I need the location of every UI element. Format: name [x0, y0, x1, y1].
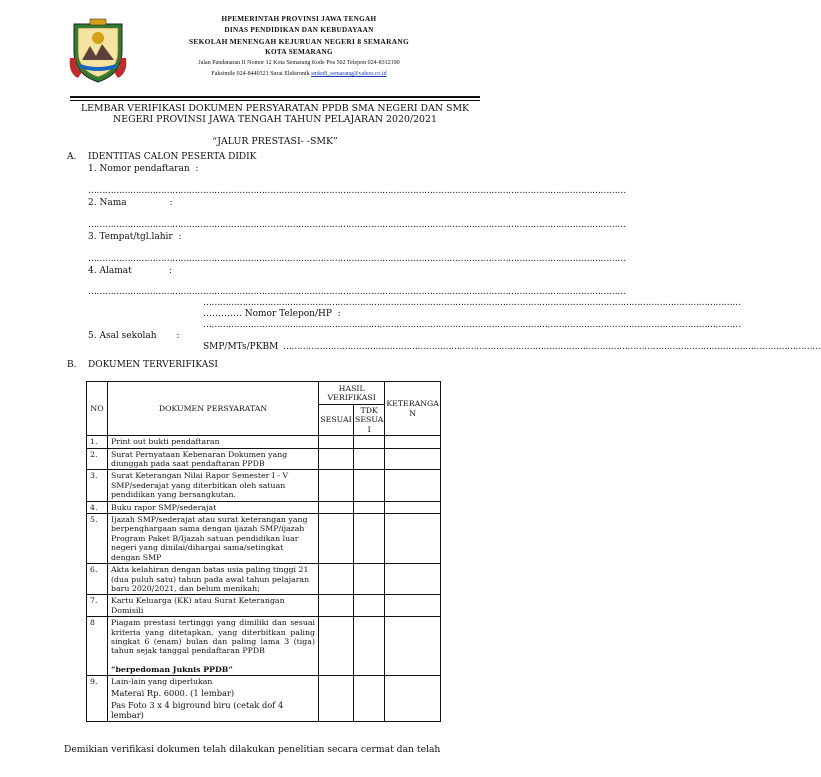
row-number: 8	[87, 617, 108, 676]
row-document: Print out bukti pendaftaran	[108, 436, 319, 448]
sesuai-cell[interactable]	[319, 676, 354, 721]
letterhead-text	[128, 14, 470, 80]
document-checklist-table	[86, 381, 441, 722]
school-address: Jalan Pandanaran II Nomor 12 Kota Semarang Kode Pos 502 Telepon 024-8312190	[198, 60, 400, 66]
school-contact	[128, 69, 470, 80]
table-row	[87, 564, 441, 595]
row-number: 3.	[87, 470, 108, 501]
header-no: NO	[87, 382, 108, 436]
keterangan-cell[interactable]	[385, 617, 441, 676]
keterangan-cell[interactable]	[385, 514, 441, 564]
sesuai-cell[interactable]	[319, 514, 354, 564]
closing-statement: Demikian verifikasi dokumen telah dilakukan penelitian secara cermat dan telah	[64, 744, 441, 755]
row-number: 5.	[87, 514, 108, 564]
tidak-sesuai-cell[interactable]	[354, 470, 385, 501]
tidak-sesuai-cell[interactable]	[354, 617, 385, 676]
row-document: Surat Keterangan Nilai Rapor Semester I - V SMP/sederajat yang diterbitkan oleh satuan pendidikan yang bersangkutan.	[108, 470, 319, 501]
keterangan-cell[interactable]	[385, 470, 441, 501]
table-row	[87, 448, 441, 470]
table-row	[87, 617, 441, 676]
tidak-sesuai-cell[interactable]	[354, 448, 385, 470]
header-sesuai: SESUAI	[319, 405, 354, 436]
field-alamat: 4. Alamat :	[88, 266, 172, 276]
row-document: Ijazah SMP/sederajat atau surat keterangan yang berpenghargaan sama dengan ijazah SMP/ijazah Program Paket B/Ijazah satuan pendidikan luar negeri yang dinilai/dihargai sama/setingkat dengan SMP	[108, 514, 319, 564]
document-title-line2: NEGERI PROVINSI JAWA TENGAH TAHUN PELAJARAN 2020/2021	[113, 114, 437, 125]
jalur-title: “JALUR PRESTASI- -SMK”	[212, 136, 338, 147]
section-b-title: DOKUMEN TERVERIFIKASI	[88, 360, 218, 370]
keterangan-cell[interactable]	[385, 676, 441, 721]
sesuai-cell[interactable]	[319, 436, 354, 448]
row-document-text: Piagam prestasi tertinggi yang dimiliki dan sesuai kriteria yang ditetapkan, yang diterbitkan paling singkat 6 (enam) bulan dan paling lama 3 (tiga) tahun sejak tanggal pendaftaran PPDB	[111, 618, 315, 656]
school-name: SEKOLAH MENENGAH KEJURUAN NEGERI 8 SEMARANG	[188, 37, 410, 46]
tidak-sesuai-cell[interactable]	[354, 676, 385, 721]
row-document: Surat Pernyataan Kebenaran Dokumen yang diunggah pada saat pendaftaran PPDB	[108, 448, 319, 470]
tidak-sesuai-cell[interactable]	[354, 595, 385, 617]
header-hasil-verifikasi: HASIL VERIFIKASI	[319, 382, 385, 405]
row-document-text: Lain-lain yang diperlukan	[111, 677, 213, 687]
header-dokumen: DOKUMEN PERSYARATAN	[108, 382, 319, 436]
letterhead	[70, 14, 480, 94]
table-row	[87, 470, 441, 501]
email-link[interactable]: smkn8_semarang@yahoo.co.id	[311, 71, 387, 77]
field-nomor-telepon: …………. Nomor Telepon/HP :	[203, 309, 341, 319]
dotted-line: …………………………………………………………………………………………………………………………………………………………………………	[88, 186, 626, 196]
keterangan-cell[interactable]	[385, 595, 441, 617]
tidak-sesuai-cell[interactable]	[354, 564, 385, 595]
sesuai-cell[interactable]	[319, 564, 354, 595]
dotted-line: …………………………………………………………………………………………………………………………………………………………………………	[283, 342, 821, 352]
keterangan-cell[interactable]	[385, 436, 441, 448]
government-name: HPEMERINTAH PROVINSI JAWA TENGAH	[221, 15, 377, 23]
table-row	[87, 676, 441, 721]
header-keterangan: KETERANGA N	[385, 382, 441, 436]
table-row	[87, 436, 441, 448]
sesuai-cell[interactable]	[319, 501, 354, 513]
table-row	[87, 595, 441, 617]
row-document: Buku rapor SMP/sederajat	[108, 501, 319, 513]
row-document: Akta kelahiran dengan batas usia paling tinggi 21 (dua puluh satu) tahun pada awal tahun pelajaran baru 2020/2021, dan belum menikah;	[108, 564, 319, 595]
row-number: 4.	[87, 501, 108, 513]
tidak-sesuai-cell[interactable]	[354, 501, 385, 513]
section-b-letter: B.	[67, 360, 77, 370]
field-nomor-pendaftaran: 1. Nomor pendaftaran :	[88, 164, 199, 174]
keterangan-cell[interactable]	[385, 564, 441, 595]
row-document: Kartu Keluarga (KK) atau Surat Keterangan Domisili	[108, 595, 319, 617]
city-name: KOTA SEMARANG	[265, 48, 333, 56]
sesuai-cell[interactable]	[319, 595, 354, 617]
jawa-tengah-emblem-logo	[70, 18, 126, 84]
table-row	[87, 514, 441, 564]
tidak-sesuai-cell[interactable]	[354, 436, 385, 448]
row-document	[108, 676, 319, 721]
document-title-line1: LEMBAR VERIFIKASI DOKUMEN PERSYARATAN PPDB SMA NEGERI DAN SMK	[80, 103, 470, 114]
field-tempat-tgl-lahir: 3. Tempat/tgl.lahir :	[88, 232, 182, 242]
agency-name: DINAS PENDIDIKAN DAN KEBUDAYAAN	[224, 26, 374, 34]
keterangan-cell[interactable]	[385, 448, 441, 470]
fax-label: Faksimile 024-8440321 Surat Elektronik	[211, 71, 312, 77]
row-number: 6.	[87, 564, 108, 595]
row-number: 2.	[87, 448, 108, 470]
dotted-line: …………………………………………………………………………………………………………………………………………………………………………	[203, 320, 741, 330]
row-document-sub1: Materai Rp. 6000. (1 lembar)	[111, 687, 235, 698]
dotted-line: …………………………………………………………………………………………………………………………………………………………………………	[203, 298, 741, 308]
row-number: 9.	[87, 676, 108, 721]
row-document-sub2: Pas Foto 3 x 4 biground biru (cetak dof 4 lembar)	[111, 699, 284, 720]
section-a-title: IDENTITAS CALON PESERTA DIDIK	[88, 152, 257, 162]
letterhead-divider-thin	[70, 100, 480, 101]
letterhead-divider	[70, 96, 480, 98]
table-row	[87, 501, 441, 513]
row-document-note: “berpedoman Juknis PPDB”	[111, 664, 233, 674]
field-nama: 2. Nama :	[88, 198, 173, 208]
sesuai-cell[interactable]	[319, 470, 354, 501]
section-a-letter: A.	[67, 152, 77, 162]
dotted-line: …………………………………………………………………………………………………………………………………………………………………………	[88, 220, 626, 230]
table-header-row	[87, 382, 441, 405]
dotted-line: …………………………………………………………………………………………………………………………………………………………………………	[88, 254, 626, 264]
sesuai-cell[interactable]	[319, 448, 354, 470]
row-document	[108, 617, 319, 676]
dotted-line: …………………………………………………………………………………………………………………………………………………………………………	[88, 287, 626, 297]
field-asal-sekolah: 5. Asal sekolah :	[88, 331, 180, 341]
row-number: 1.	[87, 436, 108, 448]
sesuai-cell[interactable]	[319, 617, 354, 676]
asal-sekolah-value: SMP/MTs/PKBM	[203, 342, 279, 352]
keterangan-cell[interactable]	[385, 501, 441, 513]
tidak-sesuai-cell[interactable]	[354, 514, 385, 564]
row-number: 7.	[87, 595, 108, 617]
header-tidak-sesuai: TDK SESUA I	[355, 406, 384, 434]
